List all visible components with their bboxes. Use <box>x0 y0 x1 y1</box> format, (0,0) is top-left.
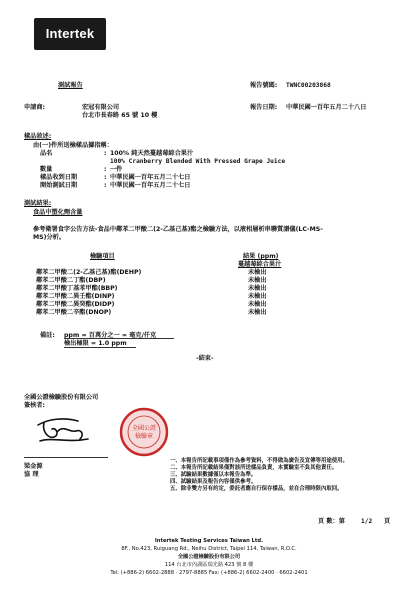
note-underline <box>64 347 136 348</box>
signer-label: 簽核者: <box>24 402 46 409</box>
footer-company-en: Intertek Testing Services Taiwan Ltd. <box>154 538 264 544</box>
sample-row-value: 100% Cranberry Blended With Pressed Grape Juice <box>110 158 286 165</box>
footer-address-en: 8F., No.423, Ruiguang Rd., Neihu District, Taipei 114, Taiwan, R.O.C. <box>121 546 297 552</box>
sample-row-label: 品名 <box>40 150 53 157</box>
disclaimer-note: 四、試驗結果及報告內容僅供參考。 <box>170 479 257 485</box>
page-label: 頁 數：第 <box>318 518 345 525</box>
footer-phone: Tel: (+886-2) 6602-2888 · 2797-8885 Fax: (+886-2) 6602-2400 · 6602-2401 <box>110 570 308 576</box>
sample-row-value: 一件 <box>110 166 123 173</box>
note-line-2: 檢出極限 = 1.0 ppm <box>64 340 127 347</box>
signer-title: 協 理 <box>24 471 39 478</box>
col-header-result: 結果 (ppm) <box>243 253 279 260</box>
signature-line <box>24 457 108 458</box>
sample-row-value: 100% 純天然蔓越莓綜合果汁 <box>110 150 194 157</box>
company-seal-stamp <box>118 406 170 458</box>
result-item: 鄰苯二甲酸二辛酯(DNOP) <box>36 309 112 316</box>
note-line-1: ppm = 百萬分之一 = 毫克/仟克 <box>64 332 157 339</box>
col-header-item: 檢驗項目 <box>90 253 115 260</box>
method-line-1: 參考衛署食字公告方法-食品中鄰苯二甲酸二(2-乙基己基)酯之檢驗方法，以液相層析串聯質譜儀(LC-MS- <box>33 226 323 233</box>
result-item: 鄰苯二甲酸二異癸酯(DIDP) <box>36 301 115 308</box>
note-underline <box>64 338 174 339</box>
result-item: 鄰苯二甲酸二異壬酯(DINP) <box>36 293 115 300</box>
results-section-label: 測試結果: <box>24 200 52 207</box>
applicant-name: 宏冠有限公司 <box>82 104 120 111</box>
svg-text:檢驗章: 檢驗章 <box>134 433 154 440</box>
col-header-result-sub: 蔓越莓綜合果汁 <box>238 261 282 268</box>
applicant-label: 申請商: <box>24 104 46 111</box>
sample-row-label: 開始測試日期 <box>40 182 78 189</box>
intertek-logo <box>34 18 106 50</box>
end-mark: -結束- <box>196 355 214 362</box>
handwritten-signature <box>34 413 90 447</box>
result-value: 未檢出 <box>248 285 267 292</box>
disclaimer-note: 一、本報告所記載事項僅作為參考資料，不得做為廣告及宣傳等用途使用。 <box>170 458 348 464</box>
sample-colon: : <box>104 182 107 189</box>
result-value: 未檢出 <box>248 277 267 284</box>
sample-row-label: 數量 <box>40 166 53 173</box>
sample-colon: : <box>104 174 107 181</box>
result-item: 鄰苯二甲酸丁基苯甲酯(BBP) <box>36 285 118 292</box>
applicant-address: 台北市長春路 65 號 10 樓 <box>82 112 158 119</box>
result-item: 鄰苯二甲酸二(2-乙基己基)酯(DEHP) <box>36 269 142 276</box>
report-title: 測試報告 <box>58 82 83 89</box>
sample-row-value: 中華民國一百年五月二十七日 <box>110 182 191 189</box>
disclaimer-note: 二、本報告所記載結果僅對該所送樣品負責，本實驗室不負其他責任。 <box>170 465 338 471</box>
result-value: 未檢出 <box>248 301 267 308</box>
footer-company-zh: 全國公證檢驗股份有限公司 <box>177 554 241 560</box>
signoff-company: 全國公證檢驗股份有限公司 <box>24 394 99 401</box>
report-date: 中華民國一百年五月二十八日 <box>286 104 367 111</box>
report-no: TWNC00203868 <box>286 82 331 89</box>
result-value: 未檢出 <box>248 309 267 316</box>
page-suffix: 頁 <box>384 518 391 525</box>
disclaimer-note: 五、除非雙方另有約定，委託者應自行保存樣品，並在合理時限內取回。 <box>170 486 343 492</box>
result-item: 鄰苯二甲酸二丁酯(DBP) <box>36 277 106 284</box>
report-no-label: 報告號碼: <box>250 82 278 89</box>
sample-colon: : <box>104 150 107 157</box>
signer-name: 梁金源 <box>24 463 43 470</box>
report-date-label: 報告日期: <box>250 104 278 111</box>
svg-text:全國公證: 全國公證 <box>131 425 157 432</box>
logo-text: Intertek <box>45 25 95 41</box>
footer-address-zh: 114 台北市內湖區瑞光路 423 號 8 樓 <box>164 562 254 568</box>
result-value: 未檢出 <box>248 293 267 300</box>
results-item-title: 食品中塑化劑含量 <box>33 209 83 216</box>
disclaimer-note: 三、試驗結果數據僅以本報告為準。 <box>170 472 257 478</box>
method-line-2: MS)分析。 <box>33 234 66 241</box>
sample-row-value: 中華民國一百年五月二十七日 <box>110 174 191 181</box>
page-number: 1/2 <box>361 518 373 525</box>
sample-section-label: 樣品敘述: <box>24 133 52 140</box>
sample-row-label: 樣品收到日期 <box>40 174 78 181</box>
result-value: 未檢出 <box>248 269 267 276</box>
sample-claim-line: 由(一)件所送檢樣品據指稱： <box>33 142 113 149</box>
note-label: 備註: <box>40 332 55 339</box>
sample-colon: : <box>104 166 107 173</box>
